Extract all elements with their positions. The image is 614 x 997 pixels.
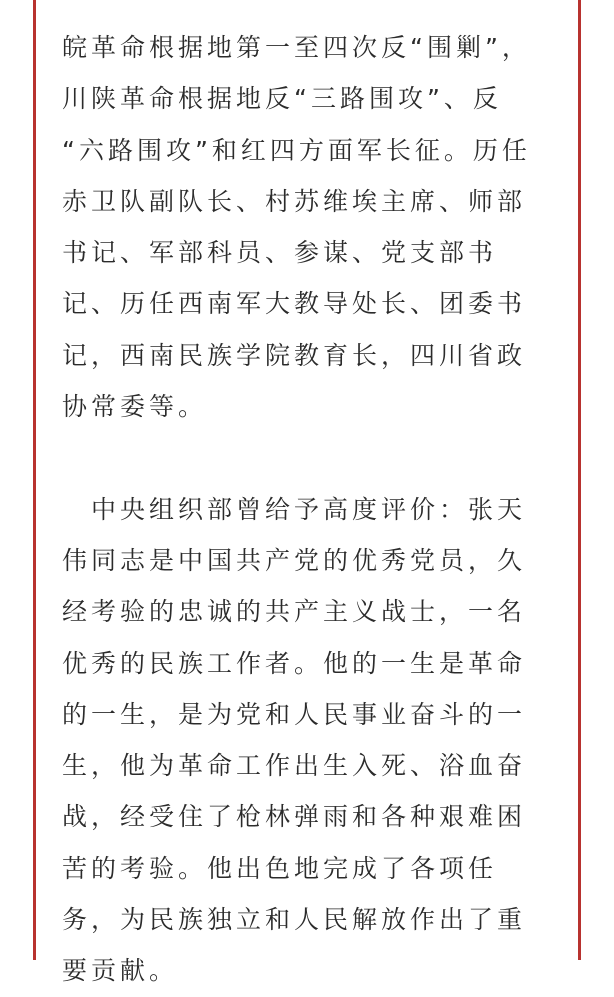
paragraph-gap xyxy=(62,432,554,483)
text-line: 要贡献。 xyxy=(62,956,179,986)
text-line: 战，经受住了枪林弹雨和各种艰难困 xyxy=(62,802,527,832)
text-line: 皖革命根据地第一至四次反“围剿”， xyxy=(62,33,531,62)
text-line: 伟同志是中国共产党的优秀党员，久 xyxy=(62,545,527,575)
left-red-border xyxy=(33,0,36,960)
paragraph-2 xyxy=(62,484,554,997)
text-line: 苦的考验。他出色地完成了各项任 xyxy=(62,853,498,883)
text-line: 的一生，是为党和人民事业奋斗的一 xyxy=(62,699,527,729)
text-line: 协常委等。 xyxy=(62,392,208,422)
text-line: 中央组织部曾给予高度评价：张天 xyxy=(62,494,527,524)
text-line: 书记、军部科员、参谋、党支部书 xyxy=(62,238,498,268)
text-line: “六路围攻”和红四方面军长征。历任 xyxy=(62,135,531,165)
text-line: 记、历任西南军大教导处长、团委书 xyxy=(62,289,527,319)
text-line: 务，为民族独立和人民解放作出了重 xyxy=(62,905,527,935)
text-line: 记，西南民族学院教育长，四川省政 xyxy=(62,340,527,370)
right-red-border xyxy=(578,0,581,960)
text-line: 赤卫队副队长、村苏维埃主席、师部 xyxy=(62,186,527,216)
text-line: 生，他为革命工作出生入死、浴血奋 xyxy=(62,751,527,781)
text-line: 优秀的民族工作者。他的一生是革命 xyxy=(62,648,527,678)
text-line: 川陕革命根据地反“三路围攻”、反 xyxy=(62,84,502,114)
text-line: 经考验的忠诚的共产主义战士，一名 xyxy=(62,597,527,627)
article-body xyxy=(62,22,554,997)
paragraph-1 xyxy=(62,22,554,432)
